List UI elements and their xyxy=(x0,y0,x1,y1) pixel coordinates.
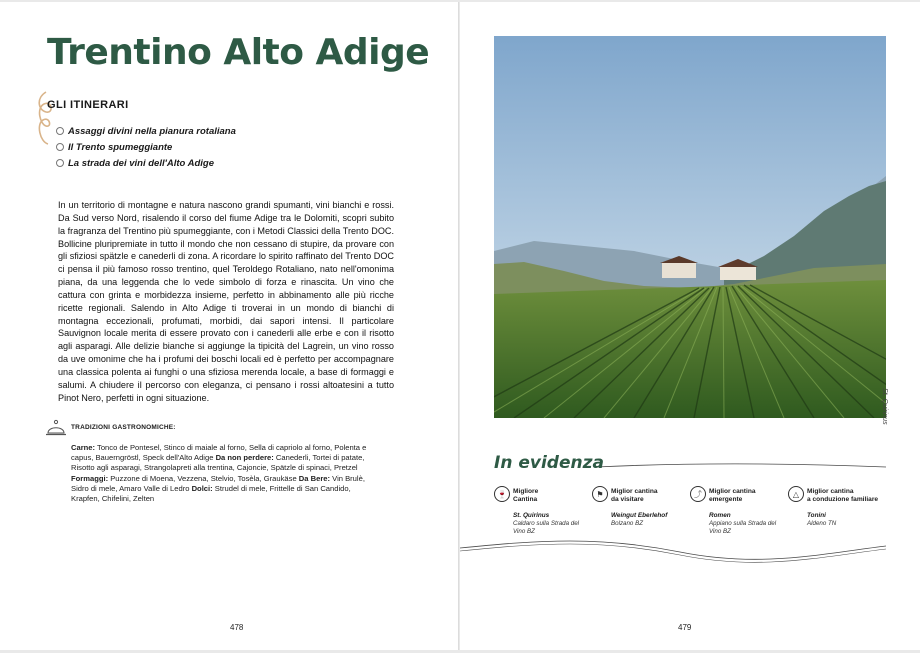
itinerari-list xyxy=(56,123,236,171)
award-winery-place: Aldeno TN xyxy=(807,520,837,527)
itinerario-item[interactable] xyxy=(56,139,236,155)
cloche-icon xyxy=(45,418,67,438)
award-label: Miglior cantina da visitare xyxy=(611,488,658,503)
evidenza-title: In evidenza xyxy=(494,453,604,473)
right-page xyxy=(460,2,920,650)
vineyard-illustration xyxy=(494,36,886,418)
carne-list: Tonco de Pontesel, Stinco di maiale al forno, Sella di capriolo al forno, Polenta e capus, Bauerngröstl, Speck dell'Alto Adige xyxy=(71,443,367,463)
carne-label: Carne: xyxy=(71,443,96,452)
award-winery-place: Caldaro sulla Strada del Vino BZ xyxy=(513,520,580,535)
itinerario-item[interactable] xyxy=(56,155,236,171)
tradizioni-heading: TRADIZIONI GASTRONOMICHE: xyxy=(71,424,176,431)
dolci-list: Strudel di mele, Frittelle di San Candido, Krapfen, Chifelini, Zelten xyxy=(71,483,351,504)
dolci-label: Dolci: xyxy=(191,483,213,493)
formaggi-label: Formaggi: xyxy=(71,473,109,483)
award-label: Migliore Cantina xyxy=(513,488,539,503)
award-label: Miglior cantina a conduzione familiare xyxy=(807,488,879,503)
itinerario-item[interactable] xyxy=(56,123,236,139)
award-label: Miglior cantina emergente xyxy=(709,488,756,503)
page-number-right: 479 xyxy=(678,623,692,632)
circle-bullet-icon xyxy=(56,159,64,167)
circle-bullet-icon xyxy=(56,143,64,151)
bere-list: Vin Brulè, Sidro di mele, Amaro Valle di Ledro xyxy=(71,473,365,493)
photo-caption: St. Quirinus xyxy=(881,388,888,425)
awards-row xyxy=(494,486,886,546)
left-page xyxy=(0,2,459,650)
emerging-icon: ⤴ xyxy=(690,486,706,502)
tradizioni-text xyxy=(71,443,371,504)
award-winery-name: Tonini xyxy=(807,512,826,519)
bere-label: Da Bere: xyxy=(298,473,331,483)
non-perdere-label: Da non perdere: xyxy=(215,453,274,463)
itinerario-label: La strada dei vini dell'Alto Adige xyxy=(68,157,215,169)
page-number-left: 478 xyxy=(230,623,244,632)
formaggi-list: Puzzone di Moena, Vezzena, Stelvio, Tosèla, Graukäse xyxy=(108,473,299,483)
circle-bullet-icon xyxy=(56,127,64,135)
page-title: Trentino Alto Adige xyxy=(47,32,430,73)
non-perdere-list: Canederli, Tortei di patate, Risotto agli asparagi, Strangolapreti alla trentina, Cajoncie, Spätzle di spinaci, Pretzel xyxy=(71,453,365,473)
wine-glass-icon: 🍷 xyxy=(494,486,510,502)
intro-paragraph: In un territorio di montagne e natura nascono grandi spumanti, vini bianchi e rossi. Da Sud verso Nord, risalendo il corso del fiume Adige tra le Dolomiti, scopri subito la fragranza del Trentino più spumeggiante, con i Metodi Classici della Trento DOC. Bollicine pluripremiate in tutto il mondo che non cessano di stupire, da provare con gli sfiziosi spätzle e canederli di zona. A ricordare lo spirito raffinato del Trento DOC ci pensa il più famoso rosso trentino, quel Teroldego Rotaliano, nato nell'omonima piana, da una leggenda che lo vede simbolo di forza e rinascita. Un vino che cattura con grinta e morbidezza insieme, perfetto in abbinamento alle più ricche ricette regionali. Salendo in Alto Adige ti troverai in un mondo di bianchi di montagna eccezionali, profumati, morbidi, dai sapori intensi. Il particolare Sauvignon locale merita di essere provato con i canederli alle erbe e con il risotto agli asparagi. Alle delizie bianche si aggiunge la tipicità del Lagrein, un vino rosso da uve omonime che ha i profumi dei boschi locali ed è perfetto per accompagnare una classica polenta ai funghi o una sfiziosa merenda locale, a base di formaggi e salumi. A chiudere il percorso con eleganza, ci pensano i rossi altoatesini a tutto Pinot Nero, perfetti in ogni situazione. xyxy=(58,200,394,403)
visit-icon: ⚑ xyxy=(592,486,608,502)
award-winery-name: Romen xyxy=(709,512,731,519)
family-hat-icon: △ xyxy=(788,486,804,502)
award-winery-name: St. Quirinus xyxy=(513,512,550,519)
award-winery-name: Weingut Eberlehof xyxy=(611,512,668,519)
itinerario-label: Assaggi divini nella pianura rotaliana xyxy=(68,125,236,137)
vineyard-photo xyxy=(494,36,886,418)
itinerari-heading: GLI ITINERARI xyxy=(47,99,129,111)
award-winery-place: Appiano sulla Strada del Vino BZ xyxy=(709,520,777,535)
itinerario-label: Il Trento spumeggiante xyxy=(68,141,173,153)
award-winery-place: Bolzano BZ xyxy=(611,520,643,527)
